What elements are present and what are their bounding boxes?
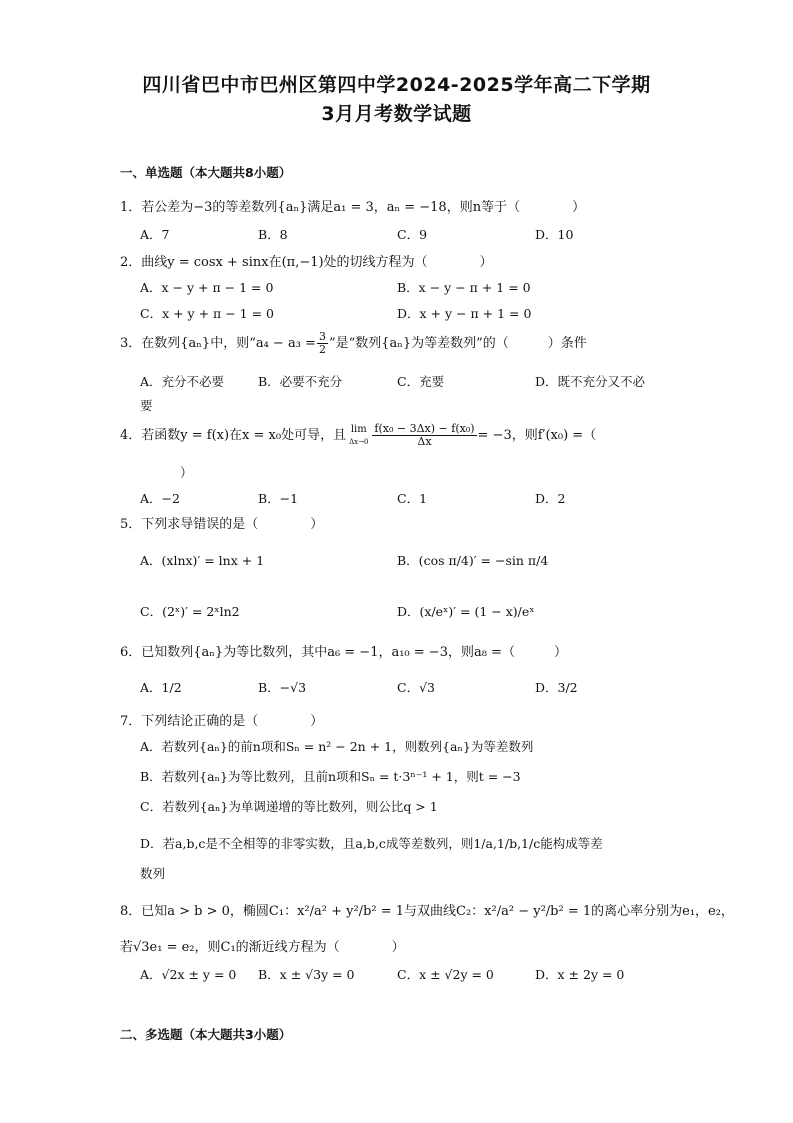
q5-option-d: D．(x/eˣ)′ = (1 − x)/eˣ	[397, 604, 535, 619]
q2-option-d: D．x + y − π + 1 = 0	[397, 306, 532, 321]
q1-option-c: C．9	[397, 227, 428, 242]
q4-stem-part-a: 4．若函数y = f(x)在x = x₀处可导，且	[120, 428, 347, 443]
q2-option-a: A．x − y + π − 1 = 0	[140, 280, 274, 295]
q4-option-d: D．2	[535, 491, 566, 506]
question-5-stem: 5．下列求导错误的是（ ）	[120, 517, 324, 532]
question-1-stem: 1．若公差为−3的等差数列{aₙ}满足a₁ = 3，aₙ = −18，则n等于（ ）	[120, 200, 586, 215]
q3-option-d-wrap: 要	[140, 398, 153, 413]
q4-limit-subscript: Δx→0	[349, 437, 369, 446]
q7-option-c: C．若数列{aₙ}为单调递增的等比数列，则公比q > 1	[140, 799, 438, 814]
question-8-stem-line2: 若√3e₁ = e₂，则C₁的渐近线方程为（ ）	[120, 940, 405, 955]
q3-option-b: B．必要不充分	[258, 374, 343, 389]
question-3-stem	[120, 331, 680, 356]
question-7-stem: 7．下列结论正确的是（ ）	[120, 714, 324, 729]
q4-stem-wrap: ）	[180, 465, 193, 480]
q4-limit	[347, 424, 370, 448]
q8-option-b: B．x ± √3y = 0	[258, 967, 355, 982]
q4-option-c: C．1	[397, 491, 428, 506]
exam-title-line2: 3月月考数学试题	[321, 103, 472, 125]
q4-fraction-denominator: Δx	[417, 435, 432, 448]
q6-option-b: B．−√3	[258, 680, 307, 695]
q7-option-b: B．若数列{aₙ}为等比数列，且前n项和Sₙ = t·3ⁿ⁻¹ + 1，则t = −3	[140, 769, 521, 784]
q5-option-c: C．(2ˣ)′ = 2ˣln2	[140, 604, 240, 619]
q1-option-a: A．7	[140, 227, 170, 242]
q8-option-d: D．x ± 2y = 0	[535, 967, 625, 982]
q4-option-b: B．−1	[258, 491, 299, 506]
question-2-stem: 2．曲线y = cosx + sinx在(π,−1)处的切线方程为（ ）	[120, 255, 493, 270]
q8-option-c: C．x ± √2y = 0	[397, 967, 494, 982]
q3-fraction-denominator: 2	[318, 343, 326, 356]
q3-option-d: D．既不充分又不必	[535, 374, 646, 389]
q6-option-c: C．√3	[397, 680, 435, 695]
q7-option-d-wrap: 数列	[140, 866, 166, 881]
q5-option-b: B．(cos π/4)′ = −sin π/4	[397, 553, 549, 568]
question-6-stem: 6．已知数列{aₙ}为等比数列，其中a₆ = −1，a₁₀ = −3，则a₈ =（ ）	[120, 645, 567, 660]
q3-stem-part-a: 3．在数列{aₙ}中，则“a₄ − a₃ =	[120, 336, 316, 351]
q2-option-c: C．x + y + π − 1 = 0	[140, 306, 274, 321]
q1-option-d: D．10	[535, 227, 574, 242]
question-8-stem: 8．已知a > b > 0，椭圆C₁：x²/a² + y²/b² = 1与双曲线C₂：x²/a² − y²/b² = 1的离心率分别为e₁，e₂，	[120, 904, 734, 919]
q7-option-a: A．若数列{aₙ}的前n项和Sₙ = n² − 2n + 1，则数列{aₙ}为等差数列	[140, 739, 534, 754]
exam-title-line1: 四川省巴中市巴州区第四中学2024-2025学年高二下学期	[142, 74, 651, 96]
q5-option-a: A．(xlnx)′ = lnx + 1	[140, 553, 265, 568]
q7-option-d: D．若a,b,c是不全相等的非零实数，且a,b,c成等差数列，则1/a,1/b,1/c能构成等差	[140, 836, 603, 851]
q4-option-a: A．−2	[140, 491, 180, 506]
question-4-stem	[120, 423, 680, 448]
q4-limit-word: lim	[350, 423, 367, 435]
q2-option-b: B．x − y − π + 1 = 0	[397, 280, 531, 295]
q3-fraction-numerator: 3	[318, 330, 326, 343]
section-heading-multiple-choice: 二、多选题（本大题共3小题）	[120, 1027, 292, 1042]
q3-fraction	[317, 331, 328, 356]
q1-option-b: B．8	[258, 227, 288, 242]
q6-option-d: D．3/2	[535, 680, 578, 695]
q6-option-a: A．1/2	[140, 680, 182, 695]
q3-option-c: C．充要	[397, 374, 445, 389]
section-heading-single-choice: 一、单选题（本大题共8小题）	[120, 165, 292, 180]
q4-stem-part-b: = −3，则f′(x₀) =（	[477, 428, 597, 443]
q4-fraction	[372, 423, 476, 448]
q3-option-a: A．充分不必要	[140, 374, 225, 389]
q4-fraction-numerator: f(x₀ − 3Δx) − f(x₀)	[374, 422, 475, 435]
q8-option-a: A．√2x ± y = 0	[140, 967, 237, 982]
q3-stem-part-b: ”是“数列{aₙ}为等差数列”的（ ）条件	[328, 336, 587, 351]
